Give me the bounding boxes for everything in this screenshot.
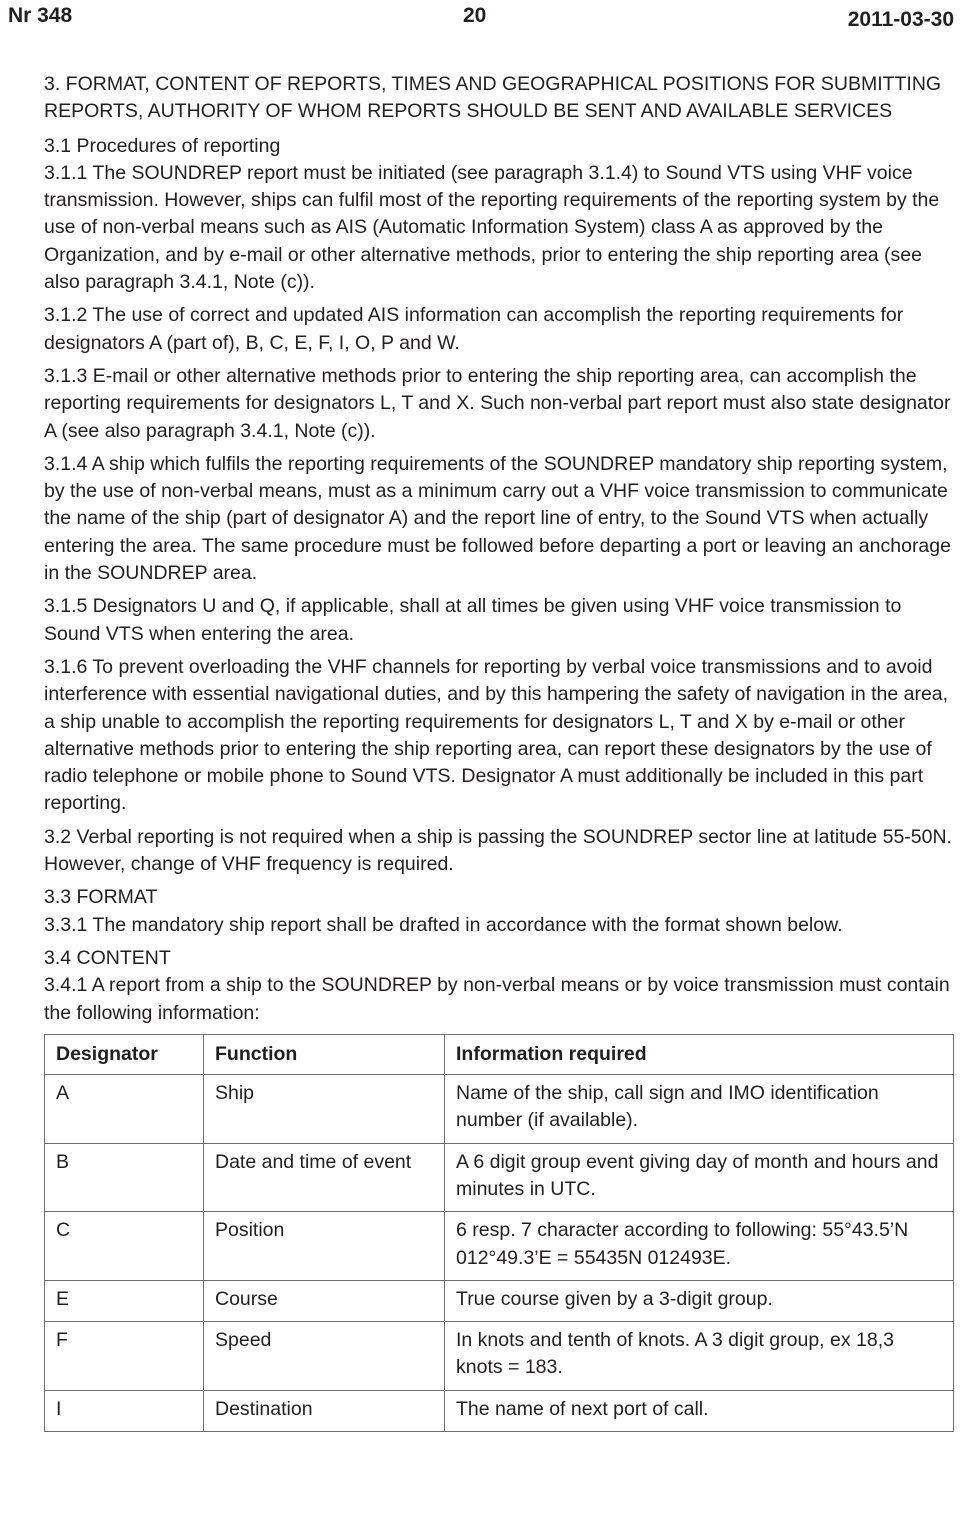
section-3-1-title: 3.1 Procedures of reporting (44, 134, 281, 157)
designator-cell: E (45, 1280, 204, 1321)
information-cell: 6 resp. 7 character according to following: 55°43.5’N 012°49.3’E = 55435N 012493E. (445, 1212, 954, 1281)
information-cell: In knots and tenth of knots. A 3 digit group, ex 18,3 knots = 183. (445, 1322, 954, 1391)
page-header (0, 4, 960, 34)
function-cell: Ship (204, 1075, 445, 1144)
column-header-function: Function (204, 1034, 445, 1074)
paragraph-3-1-1: 3.1.1 The SOUNDREP report must be initiated (see paragraph 3.1.4) to Sound VTS using VHF voice transmission. However, ships can fulfil most of the reporting requirements of the reporting system by the use of non-verbal means such as AIS (Automatic Information System) class A as approved by the Organization, and by e-mail or other alternative methods, prior to entering the ship reporting area (see also paragraph 3.4.1, Note (c)). (44, 161, 940, 294)
information-cell: True course given by a 3-digit group. (445, 1280, 954, 1321)
designator-cell: A (45, 1075, 204, 1144)
paragraph-3-2: 3.2 Verbal reporting is not required when a ship is passing the SOUNDREP sector line at latitude 55-50N. However, change of VHF frequency is required. (44, 825, 952, 876)
section-3-title: 3. FORMAT, CONTENT OF REPORTS, TIMES AND GEOGRAPHICAL POSITIONS FOR SUBMITTING REPORTS, AUTHORITY OF WHOM REPORTS SHOULD BE SENT AND AVAILABLE SERVICES (44, 73, 942, 123)
information-cell: A 6 digit group event giving day of month and hours and minutes in UTC. (445, 1143, 954, 1212)
designator-table (44, 1034, 954, 1432)
function-cell: Date and time of event (204, 1143, 445, 1212)
column-header-information: Information required (445, 1034, 954, 1074)
information-cell: Name of the ship, call sign and IMO identification number (if available). (445, 1075, 954, 1144)
page-number: 20 (463, 4, 487, 27)
paragraph-3-1-2: 3.1.2 The use of correct and updated AIS information can accomplish the reporting requirements for designators A (part of), B, C, E, F, I, O, P and W. (44, 304, 904, 354)
function-cell: Position (204, 1212, 445, 1281)
designator-cell: I (45, 1390, 204, 1431)
table-row (45, 1075, 954, 1144)
paragraph-3-1-4: 3.1.4 A ship which fulfils the reporting requirements of the SOUNDREP mandatory ship reporting system, by the use of non-verbal means, must as a minimum carry out a VHF voice transmission to communicate the name of the ship (part of designator A) and the report line of entry, to the Sound VTS when actually entering the area. The same procedure must be followed before departing a port or leaving an anchorage in the SOUNDREP area. (44, 452, 951, 585)
issue-number: Nr 348 (8, 4, 73, 27)
table-row (45, 1280, 954, 1321)
designator-cell: F (45, 1322, 204, 1391)
issue-date: 2011-03-30 (847, 8, 954, 31)
paragraph-3-3-1: 3.3.1 The mandatory ship report shall be drafted in accordance with the format shown below. (44, 913, 843, 936)
paragraph-3-1-5: 3.1.5 Designators U and Q, if applicable, shall at all times be given using VHF voice transmission to Sound VTS when entering the area. (44, 595, 902, 645)
information-cell: The name of next port of call. (445, 1390, 954, 1431)
table-row (45, 1322, 954, 1391)
designator-cell: B (45, 1143, 204, 1212)
paragraph-3-1-3: 3.1.3 E-mail or other alternative methods prior to entering the ship reporting area, can accomplish the reporting requirements for designators L, T and X. Such non-verbal part report must also state designator A (see also paragraph 3.4.1, Note (c)). (44, 364, 951, 442)
designator-cell: C (45, 1212, 204, 1281)
table-row (45, 1212, 954, 1281)
table-header-row (45, 1034, 954, 1074)
paragraph-3-4-1: 3.4.1 A report from a ship to the SOUNDREP by non-verbal means or by voice transmission must contain the following information: (44, 974, 950, 1024)
function-cell: Destination (204, 1390, 445, 1431)
section-3-4-title: 3.4 CONTENT (44, 946, 171, 969)
document-body (44, 71, 954, 1432)
table-row (45, 1390, 954, 1431)
paragraph-3-1-6: 3.1.6 To prevent overloading the VHF channels for reporting by verbal voice transmissions and to avoid interference with essential navigational duties, and by this hampering the safety of navigation in the area, a ship unable to accomplish the reporting requirements for designators L, T and X by e-mail or other alternative methods prior to entering the ship reporting area, can report these designators by the use of radio telephone or mobile phone to Sound VTS. Designator A must additionally be included in this part reporting. (44, 655, 949, 815)
section-3-3-title: 3.3 FORMAT (44, 886, 158, 909)
table-row (45, 1143, 954, 1212)
function-cell: Course (204, 1280, 445, 1321)
function-cell: Speed (204, 1322, 445, 1391)
column-header-designator: Designator (45, 1034, 204, 1074)
